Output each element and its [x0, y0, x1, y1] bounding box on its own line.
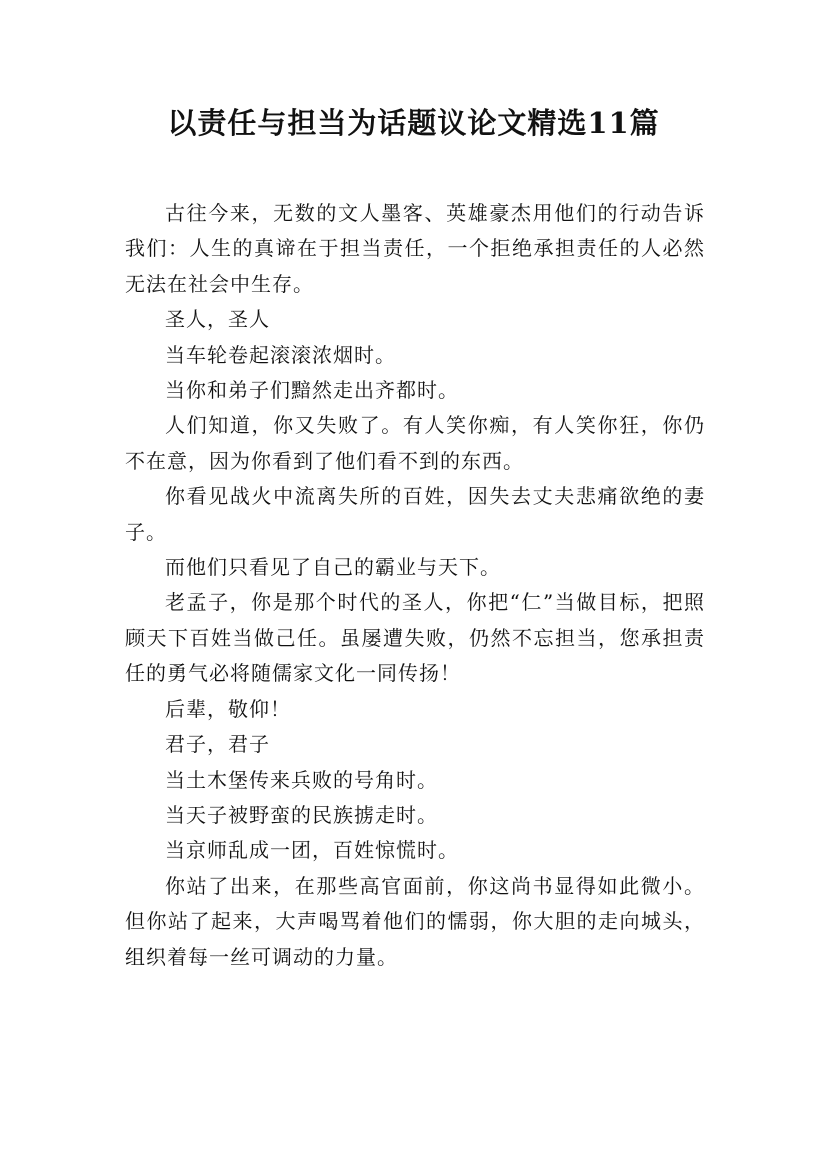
paragraph: 当天子被野蛮的民族掳走时。: [165, 802, 438, 827]
paragraph: 人们知道，你又失败了。有人笑你痴，有人笑你狂，你仍不在意，因为你看到了他们看不到的东西。: [125, 413, 705, 473]
paragraph: 你看见战火中流离失所的百姓，因失去丈夫悲痛欲绝的妻子。: [125, 484, 705, 544]
paragraph: 当车轮卷起滚滚浓烟时。: [165, 342, 396, 367]
document-body: [125, 196, 705, 975]
paragraph: 你站了出来，在那些高官面前，你这尚书显得如此微小。但你站了起来，大声喝骂着他们的懦弱，你大胆的走向城头，组织着每一丝可调动的力量。: [125, 873, 705, 969]
paragraph: 圣人，圣人: [165, 307, 270, 332]
paragraph: 君子，君子: [165, 732, 270, 757]
paragraph: 而他们只看见了自己的霸业与天下。: [165, 555, 501, 580]
paragraph: 老孟子，你是那个时代的圣人，你把“仁”当做目标，把照顾天下百姓当做己任。虽屡遭失败，仍然不忘担当，您承担责任的勇气必将随儒家文化一同传扬！: [125, 590, 705, 686]
paragraph: 当京师乱成一团，百姓惊慌时。: [165, 838, 459, 863]
paragraph: 当土木堡传来兵败的号角时。: [165, 767, 438, 792]
paragraph: 当你和弟子们黯然走出齐都时。: [165, 378, 459, 403]
document-title: 以责任与担当为话题议论文精选11篇: [167, 106, 660, 140]
paragraph: 古往今来，无数的文人墨客、英雄豪杰用他们的行动告诉我们：人生的真谛在于担当责任，一个拒绝承担责任的人必然无法在社会中生存。: [125, 201, 705, 296]
paragraph: 后辈，敬仰！: [165, 696, 291, 721]
